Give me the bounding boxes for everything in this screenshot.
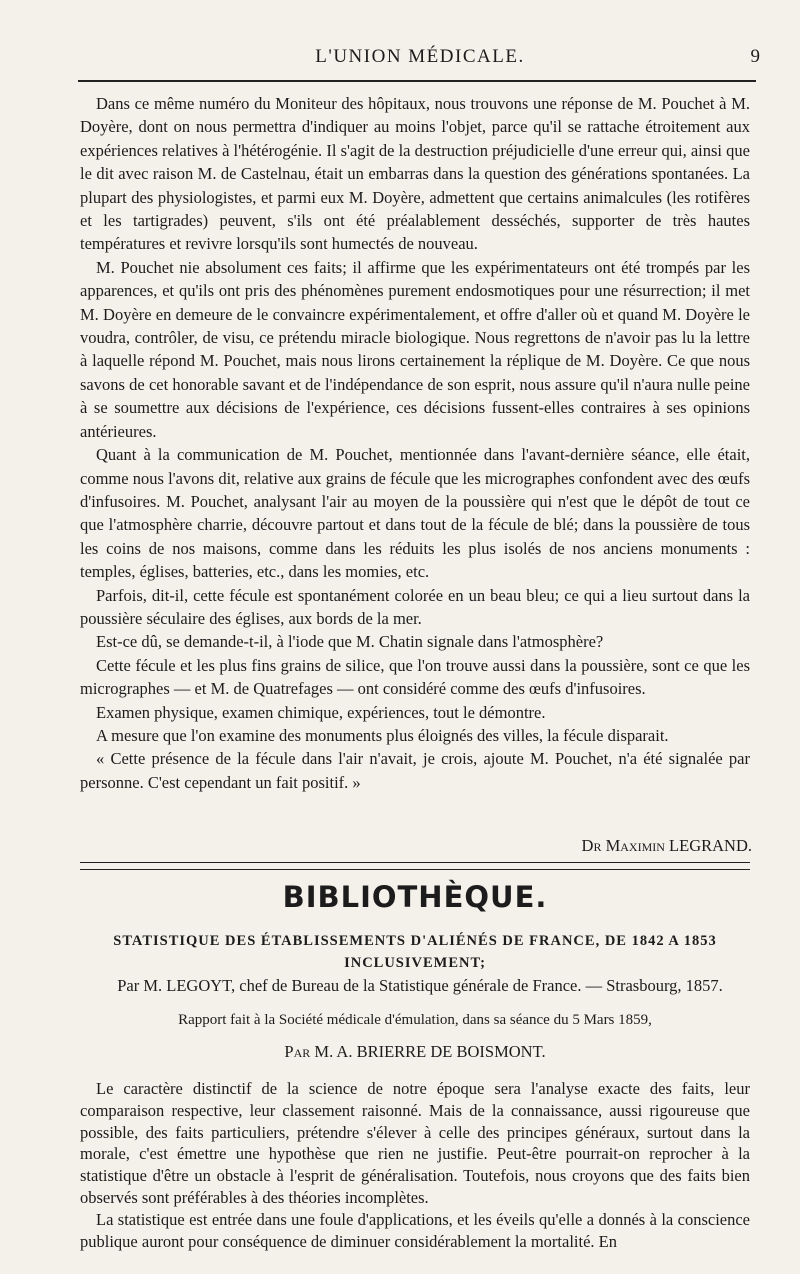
header-rule [78,80,756,82]
article-signature: Dr Maximin LEGRAND. [581,836,752,855]
running-head [80,46,760,74]
article-paragraph: Examen physique, examen chimique, expériences, tout le démontre. [96,702,546,722]
review-paragraph: Le caractère distinctif de la science de notre époque sera l'analyse exacte des faits, leur comparaison respective, leur classement raisonné. Mais de la connaissance, aussi rigoureuse que possible, des faits particuliers, prétendre s'élever à celle des principes généraux, surtout dans la morale, c'est émettre une hypothèse que rien ne justifie. Peut-être pourrait-on reprocher à la statistique d'être un obstacle à l'esprit de généralisation. Toutefois, nous croyons que des faits bien observés sont préférables à des théories incomplètes. [80,1079,750,1207]
report-line: Rapport fait à la Société médicale d'émulation, dans sa séance du 5 Mars 1859, [178,1012,652,1028]
article-paragraph: Dans ce même numéro du Moniteur des hôpitaux, nous trouvons une réponse de M. Pouchet à M. Doyère, dont on nous permettra d'indiquer au moins l'objet, parce qu'il se rattache étroitement aux expériences relatives à l'hétérogénie. Il s'agit de la destruction préjudicielle d'une erreur qui, ainsi que le dit avec raison M. de Castelnau, était un embarras dans la question des générations spontanées. La plupart des physiologistes, et parmi eux M. Doyère, admettent que certains animalcules (les rotifères et les tartigrades) peuvent, s'ils ont été préalablement desséchés, supporter de très hautes températures et revivre lorsqu'ils sont humectés de nouveau. [80,94,750,254]
section-heading: BIBLIOTHÈQUE. [282,880,548,914]
section-divider [80,862,750,870]
article-paragraph: Cette fécule et les plus fins grains de silice, que l'on trouve aussi dans la poussière, sont ce que les micrographes — et M. de Quatrefages — ont considéré comme des œufs d'infusoires. [80,655,750,699]
article-paragraph: Est-ce dû, se demande-t-il, à l'iode que M. Chatin signale dans l'atmosphère? [96,632,604,652]
book-title: STATISTIQUE DES ÉTABLISSEMENTS D'ALIÉNÉS DE FRANCE, DE 1842 A 1853 INCLUSIVEMENT; [113,933,717,971]
article-body [80,92,750,794]
report-author: Par M. A. BRIERRE DE BOISMONT. [284,1042,546,1061]
article-paragraph: Parfois, dit-il, cette fécule est spontanément colorée en un beau bleu; ce qui a lieu surtout dans la poussière séculaire des églises, aux bords de la mer. [80,585,750,628]
book-author-line: Par M. LEGOYT, chef de Bureau de la Statistique générale de France. — Strasbourg, 1857. [117,976,723,995]
article-paragraph: « Cette présence de la fécule dans l'air n'avait, je crois, ajoute M. Pouchet, n'a été signalée par personne. C'est cependant un fait positif. » [80,749,750,792]
article-paragraph: A mesure que l'on examine des monuments plus éloignés des villes, la fécule disparait. [96,725,669,745]
running-title: L'UNION MÉDICALE. [315,46,525,67]
review-body [80,1078,750,1252]
article-paragraph: M. Pouchet nie absolument ces faits; il affirme que les expérimentateurs ont été trompés par les apparences, et qu'ils ont pris des phénomènes purement endosmotiques pour une résurrection; il met M. Doyère en demeure de le convaincre expérimentalement, et offre d'aller où et quand M. Doyère le voudra, contrôler, de visu, ce prétendu miracle biologique. Nous regrettons de n'avoir pas lu la lettre à laquelle répond M. Pouchet, mais nous lirons certainement la réplique de M. Doyère. Ce que nous savons de cet honorable savant et de l'indépendance de son esprit, nous assure qu'il n'aura nulle peine à se soumettre aux décisions de l'expérience, ces décisions fussent-elles contraires à ses opinions antérieures. [80,257,750,441]
review-paragraph: La statistique est entrée dans une foule d'applications, et les éveils qu'elle a donnés à la conscience publique auront pour conséquence de diminuer considérablement la mortalité. En [80,1209,750,1251]
page-number: 9 [750,46,760,67]
article-paragraph: Quant à la communication de M. Pouchet, mentionnée dans l'avant-dernière séance, elle était, comme nous l'avons dit, relative aux grains de fécule que les micrographes confondent avec des œufs d'infusoires. M. Pouchet, analysant l'air au moyen de la poussière qui n'est que le dépôt de tout ce que l'atmosphère charrie, découvre partout et dans tout de la fécule de blé; dans la poussière de tous les coins de nos maisons, comme dans les réduits les plus isolés de nos anciens monuments : temples, églises, batteries, etc., dans les momies, etc. [80,445,750,582]
